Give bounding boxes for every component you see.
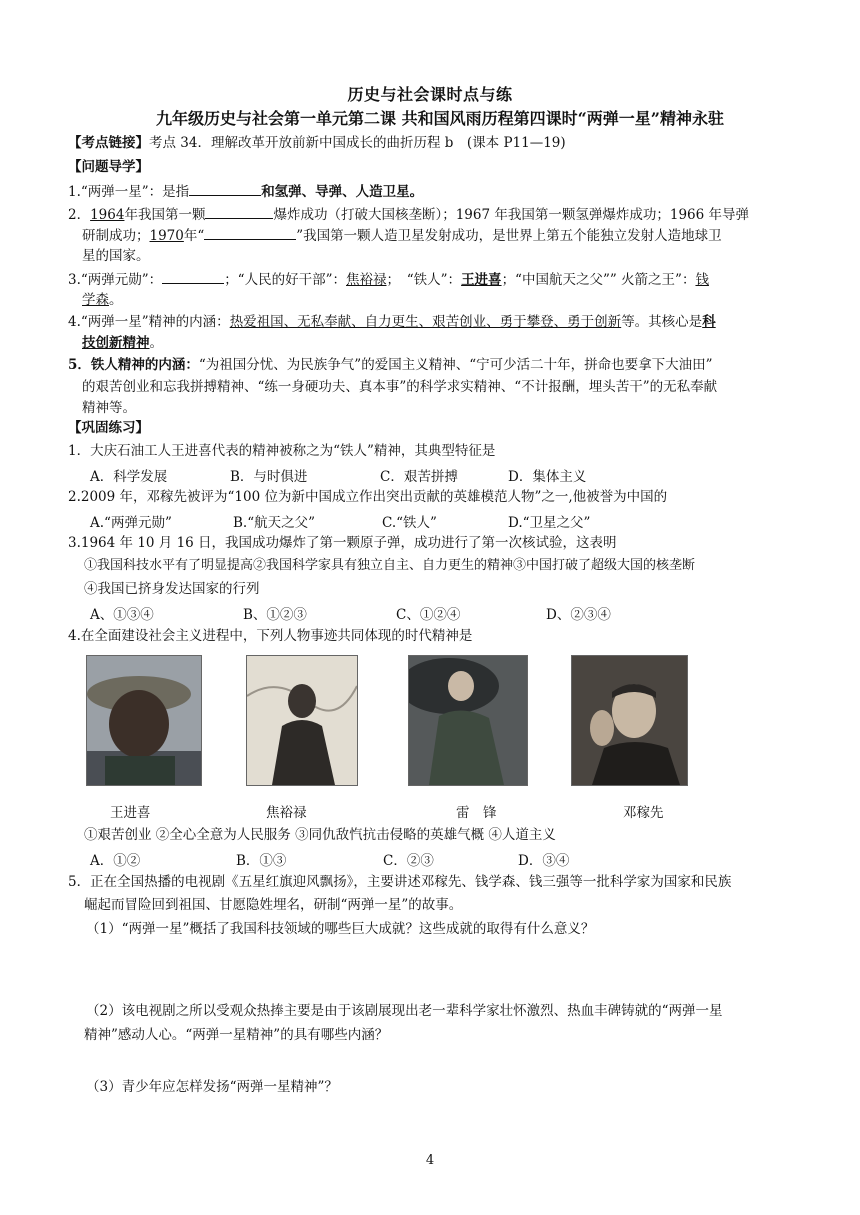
wenti-q4-line1 — [68, 313, 798, 331]
wenti-q2-year2: 1970 — [149, 228, 184, 244]
deng-jiaxian-photo — [571, 655, 688, 786]
wenti-q3-text-d: ； “铁人”： — [386, 272, 462, 288]
gonggu-q5-stem1: 5．正在全国热播的电视剧《五星红旗迎风飘扬》，主要讲述邓稼先、钱学森、钱三强等一批科学家为国家和民族 — [68, 874, 732, 890]
wenti-q1-text2: 和氢弹、导弹、人造卫星。 — [261, 184, 424, 200]
wenti-q5-text-b: “为祖国分忧、为民族争气”的爱国主义精神、“宁可少活二十年，拼命也要拿下大油田” — [198, 357, 713, 373]
option-b[interactable]: B.“航天之父” — [233, 515, 316, 531]
page-number: 4 — [425, 1153, 435, 1168]
wenti-q3-answer-g: 钱 — [695, 272, 709, 288]
option-d[interactable]: D．集体主义 — [508, 469, 587, 485]
wenti-q5-line2: 的艰苦创业和忘我拼搏精神、“练一身硬功夫、真本事”的科学求实精神、“不计报酬，埋头苦干”的无私奉献 — [82, 379, 718, 395]
gonggu-q1-stem: 1．大庆石油工人王进喜代表的精神被称之为“铁人”精神，其典型特征是 — [68, 443, 496, 459]
kaodian-text: 考点 34．理解改革开放前新中国成长的曲折历程 b (课本 P11—19) — [149, 135, 566, 151]
gonggu-q5-sub2a: （2）该电视剧之所以受观众热捧主要是由于该剧展现出老一辈科学家壮怀激烈、热血丰碑铸就的“两弹一星 — [86, 1003, 723, 1019]
photo-caption-jiao-yulu: 焦裕禄 — [266, 805, 307, 821]
answer-blank[interactable] — [162, 270, 224, 284]
gonggu-q3-line2: ①我国科技水平有了明显提高②我国科学家具有独立自主、自力更生的精神③中国打破了超级大国的核垄断 — [84, 558, 696, 573]
wenti-q2-text-c: 爆炸成功（打破大国核垄断）；1967 年我国第一颗氢弹爆炸成功；1966 年导弹 — [273, 207, 749, 223]
wenti-q3-answer-e: 王进喜 — [461, 272, 502, 288]
option-a[interactable]: A、①③④ — [90, 607, 154, 623]
answer-blank[interactable] — [189, 182, 261, 196]
wenti-q4-answer-b: 热爱祖国、无私奉献、自力更生、艰苦创业、勇于攀登、勇于创新 — [229, 314, 622, 330]
wenti-q2-text-e: 年“ — [183, 228, 205, 244]
photo-caption-deng-jiaxian: 邓稼先 — [623, 805, 664, 821]
option-d[interactable]: D.“卫星之父” — [508, 515, 591, 531]
gonggu-q5-sub1 — [86, 920, 816, 938]
wenti-q4-answer-d: 科 — [702, 314, 716, 330]
wenti-q3-text-a: 3.“两弹元勋”： — [68, 272, 163, 288]
wenti-q2-line1 — [68, 205, 798, 224]
wenti-q5-label: 5．铁人精神的内涵： — [68, 357, 199, 373]
option-c[interactable]: C、①②④ — [396, 607, 461, 623]
wenti-q3-text-b: ；“人民的好干部”： — [224, 272, 346, 288]
wenti-q1 — [68, 182, 798, 201]
wenti-q2-line3: 星的国家。 — [82, 248, 150, 264]
wenti-q2-year1: 1964 — [90, 207, 125, 223]
wenti-q5-line1 — [68, 356, 798, 374]
wenti-q5-line3: 精神等。 — [82, 400, 136, 416]
wenti-q4-answer-e: 技创新精神 — [82, 335, 150, 351]
wenti-q3-line1 — [68, 270, 798, 289]
photo-caption-wang-jinxi: 王进喜 — [110, 805, 151, 821]
option-d[interactable]: D．③④ — [518, 853, 570, 869]
jiao-yulu-photo — [246, 655, 358, 786]
option-b[interactable]: B．①③ — [236, 853, 287, 869]
lesson-subtitle: 九年级历史与社会第一单元第二课 共和国风雨历程第四课时“两弹一星”精神永驻 — [156, 109, 724, 128]
wenti-q3-line2 — [82, 291, 812, 309]
answer-blank[interactable] — [205, 205, 273, 219]
gonggu-heading: 【巩固练习】 — [68, 420, 149, 436]
wenti-q2-line2 — [82, 226, 812, 245]
wenti-q2-text-d: 研制成功； — [82, 228, 150, 244]
option-c[interactable]: C.“铁人” — [382, 515, 437, 531]
gonggu-q5-sub2b: 精神”感动人心。“两弹一星精神”的具有哪些内涵？ — [84, 1027, 389, 1043]
option-b[interactable]: B、①②③ — [243, 607, 307, 623]
lei-feng-photo — [408, 655, 528, 786]
option-d[interactable]: D、②③④ — [546, 607, 611, 623]
wenti-q4-line2 — [82, 334, 812, 352]
gonggu-q4-line2: ①艰苦创业 ②全心全意为人民服务 ③同仇敌忾抗击侵略的英雄气概 ④人道主义 — [84, 827, 556, 843]
option-a[interactable]: A．科学发展 — [90, 469, 168, 485]
wenti-q2-num: 2． — [68, 207, 91, 223]
wenti-q3-answer-h: 学森 — [82, 292, 109, 308]
wenti-q4-text-c: 等。其核心是 — [621, 314, 703, 330]
page-title: 历史与社会课时点与练 — [347, 85, 513, 104]
wenti-heading: 【问题导学】 — [68, 159, 149, 175]
wenti-q3-text-i: 。 — [109, 292, 123, 308]
gonggu-q2-stem: 2.2009 年，邓稼先被评为“100 位为新中国成立作出突出贡献的英雄模范人物”之一,他被誉为中国的 — [68, 489, 668, 505]
gonggu-q5-sub1-text: （1）“两弹一星”概括了我国科技领域的哪些巨大成就？这些成就的取得有什么意义？ — [86, 921, 595, 937]
gonggu-q3-line3: ④我国已挤身发达国家的行列 — [84, 581, 260, 597]
wenti-q3-text-f: ；“中国航天之父”” 火箭之王”： — [501, 272, 696, 288]
option-c[interactable]: C．艰苦拼搏 — [380, 469, 458, 485]
option-a[interactable]: A．①② — [90, 853, 141, 869]
wenti-q2-text-b: 年我国第一颗 — [124, 207, 206, 223]
option-c[interactable]: C．②③ — [383, 853, 434, 869]
gonggu-q4-stem: 4.在全面建设社会主义进程中，下列人物事迹共同体现的时代精神是 — [68, 628, 473, 644]
gonggu-q5-stem2: 崛起而冒险回到祖国、甘愿隐姓埋名，研制“两弹一星”的故事。 — [84, 897, 463, 913]
answer-blank[interactable] — [204, 226, 296, 240]
option-b[interactable]: B．与时俱进 — [230, 469, 308, 485]
wenti-q4-text-f: 。 — [149, 335, 163, 351]
photo-caption-lei-feng: 雷 锋 — [456, 805, 497, 821]
gonggu-q5-sub3: （3）青少年应怎样发扬“两弹一星精神”？ — [86, 1079, 338, 1095]
wenti-q3-answer-c: 焦裕禄 — [346, 272, 387, 288]
wenti-q2-text-f: ”我国第一颗人造卫星发射成功，是世界上第五个能独立发射人造地球卫 — [296, 228, 722, 244]
kaodian-line — [68, 134, 798, 152]
wenti-q1-text: 1.“两弹一星”：是指 — [68, 184, 190, 200]
wenti-q4-text-a: 4.“两弹一星”精神的内涵： — [68, 314, 230, 330]
gonggu-q3-stem: 3.1964 年 10 月 16 日，我国成功爆炸了第一颗原子弹，成功进行了第一次核试验，这表明 — [68, 535, 617, 551]
wang-jinxi-photo — [86, 655, 202, 786]
option-a[interactable]: A.“两弹元勋” — [90, 515, 172, 531]
kaodian-label: 【考点链接】 — [68, 135, 149, 151]
